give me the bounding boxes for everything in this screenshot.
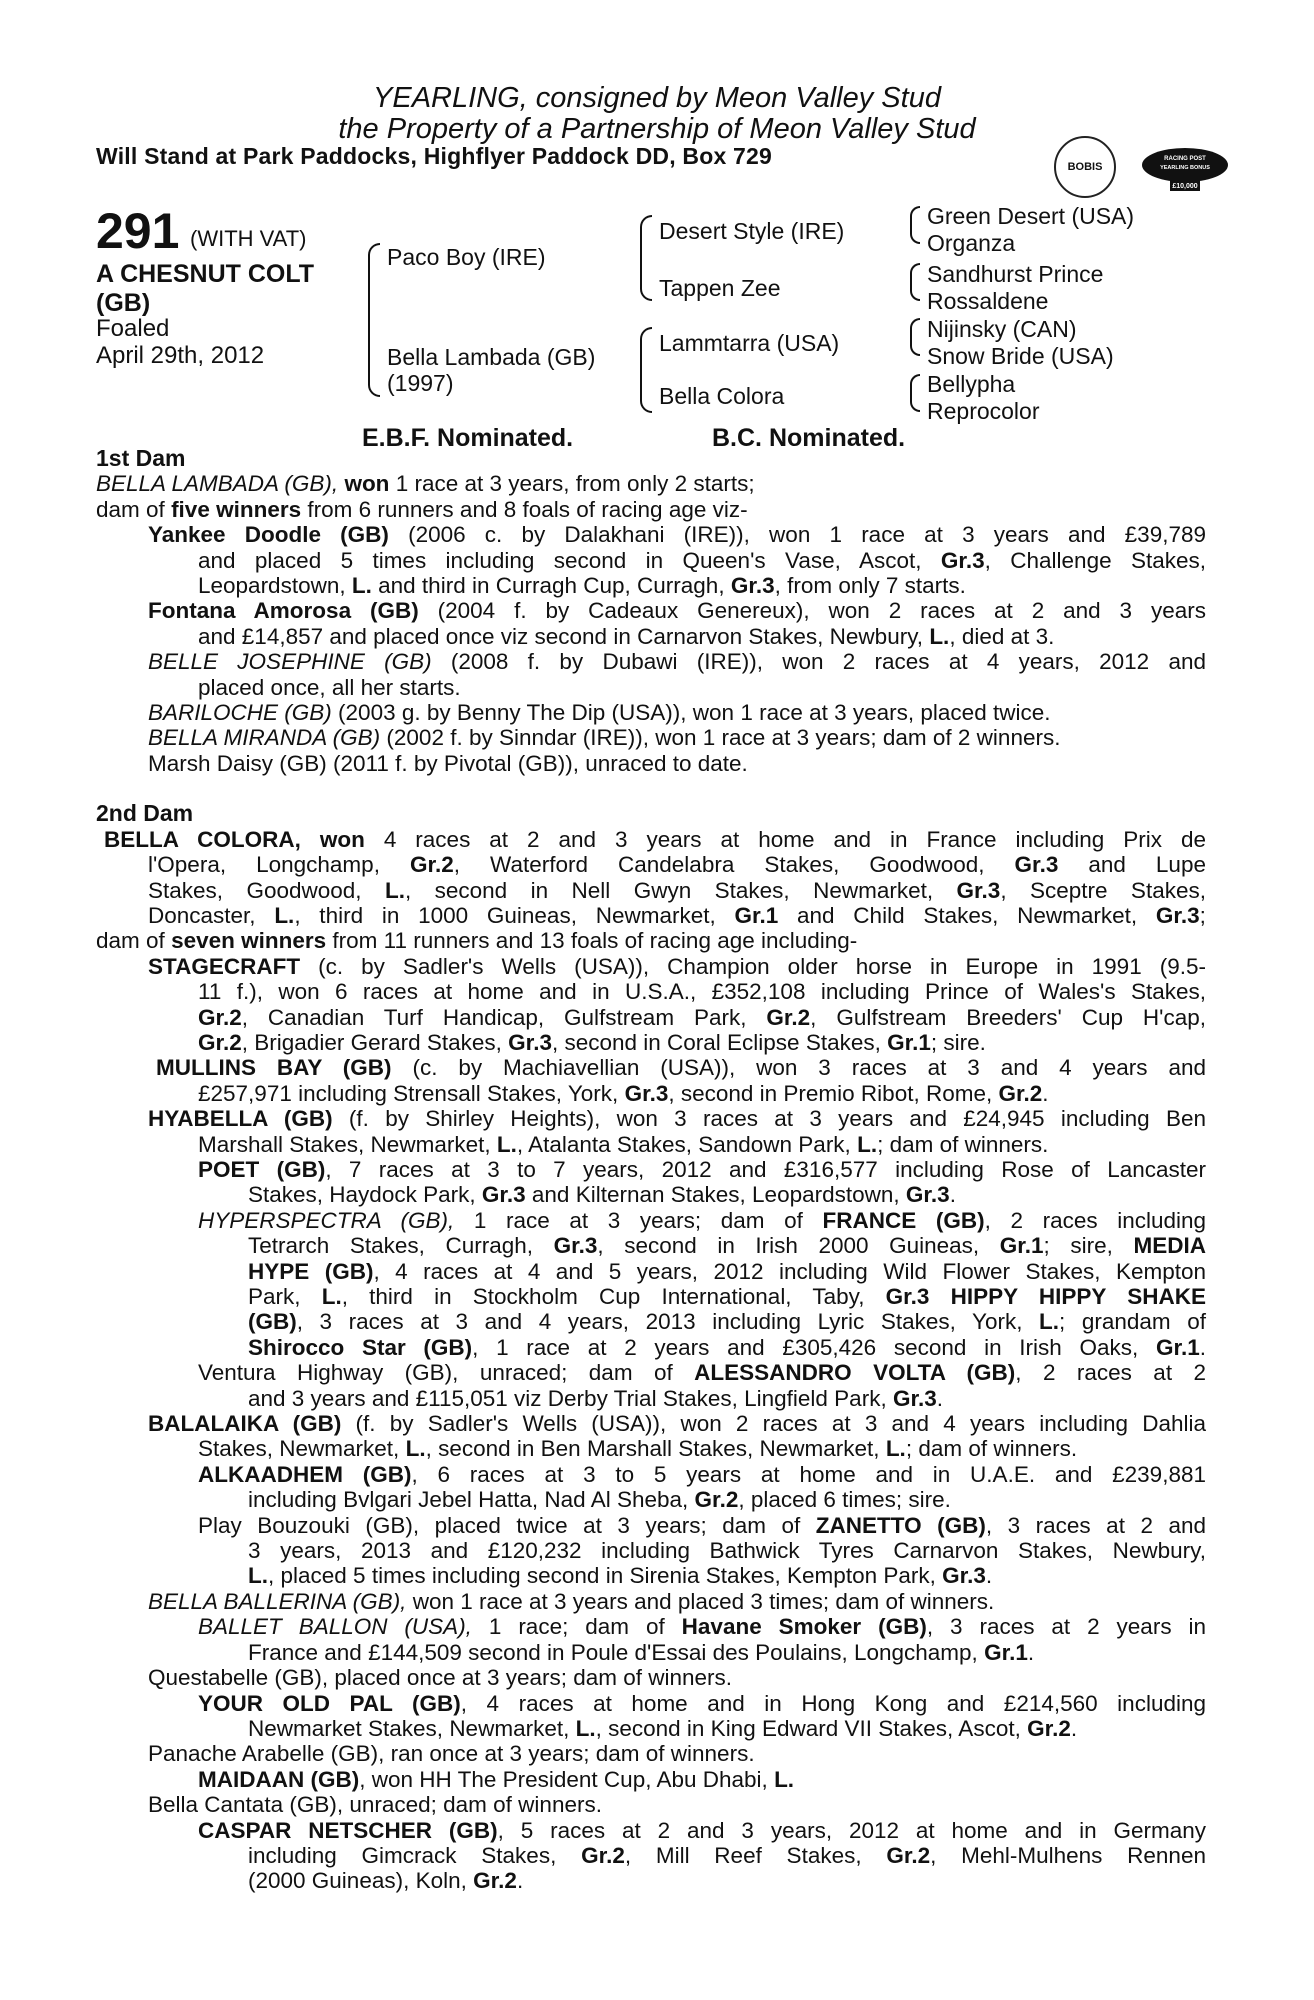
text-line [96, 1360, 1206, 1385]
text-run: , Sceptre Stakes, [1000, 877, 1206, 903]
text-run: Stakes, Newmarket, [198, 1436, 400, 1462]
pedigree-dsd: Snow Bride (USA) [927, 343, 1114, 369]
text-run: POET (GB) [198, 1156, 326, 1182]
text-line [96, 1436, 1206, 1461]
foaled-info: Foaled April 29th, 2012 [96, 315, 265, 369]
text-run: and 3 years and £115,051 viz Derby Trial Stakes, Lingfield Park, [248, 1385, 887, 1411]
text-run: (2006 c. by Dalakhani (IRE)), won 1 race at 3 years and £39,789 [408, 522, 1206, 548]
text-run: £257,971 including Strensall Stakes, York, [198, 1080, 619, 1106]
text-run: , Challenge Stakes, [984, 547, 1206, 573]
text-run: HYPE (GB) [248, 1258, 374, 1284]
pedigree-bracket [910, 374, 920, 412]
text-run: L. [351, 573, 372, 599]
text-run: (2003 g. by Benny The Dip (USA)), won 1 race at 3 years, placed twice. [338, 700, 1051, 726]
text-run: France and £144,509 second in Poule d'Essai des Poulains, Longchamp, [248, 1639, 978, 1665]
text-run: BOBIS [1067, 161, 1103, 173]
text-run: from 6 runners and 8 foals of racing age viz- [307, 496, 748, 522]
text-run: 11 f.), won 6 races at home and in U.S.A., £352,108 including Prince of Wales's Stakes, [198, 979, 1206, 1005]
text-run: Gr.2 [409, 852, 454, 878]
vat-label: (WITH VAT) [190, 226, 307, 251]
second-dam-heading: 2nd Dam [96, 800, 194, 827]
text-line [96, 522, 1206, 547]
text-line [96, 1132, 1206, 1157]
bobis-logo [1054, 136, 1116, 198]
text-run: ; grandam of [1059, 1309, 1206, 1335]
text-run: Gr.1 [984, 1639, 1028, 1665]
pedigree-bracket [368, 243, 380, 397]
text-run: Fontana Amorosa (GB) [148, 598, 419, 624]
pedigree-sds: Sandhurst Prince [927, 261, 1104, 287]
text-run: Questabelle (GB), placed once at 3 years; dam of winners. [148, 1665, 733, 1691]
text-run: , 7 races at 3 to 7 years, 2012 and £316,577 including Rose of Lancaster [325, 1156, 1207, 1182]
text-run: Gr.3 [942, 1563, 986, 1589]
text-run: Park, [248, 1284, 301, 1309]
pedigree-ssd: Organza [927, 230, 1016, 256]
text-run: Leopardstown, [198, 573, 346, 599]
catalogue-body [96, 446, 1206, 1894]
text-run: FRANCE (GB) [822, 1207, 985, 1233]
text-run: Ventura Highway (GB), unraced; dam of [198, 1360, 673, 1386]
text-run: Gr.1 [887, 1029, 931, 1055]
text-run: Doncaster, [148, 902, 256, 928]
text-run: 1 race at 3 years, from only 2 starts; [395, 471, 755, 497]
text-run: 3 years, 2013 and £120,232 including Bathwick Tyres Carnarvon Stakes, Newbury, [248, 1538, 1206, 1564]
text-run: Gr.1 [734, 902, 779, 928]
text-run: Gr.2 [694, 1487, 739, 1513]
text-run: Marshall Stakes, Newmarket, [198, 1131, 491, 1157]
text-line [96, 878, 1206, 903]
text-line [96, 700, 1206, 725]
text-line [96, 1741, 1206, 1766]
text-line [96, 649, 1206, 674]
text-line [96, 1309, 1206, 1334]
text-run: , 4 races at home and in Hong Kong and £214,560 including [460, 1690, 1206, 1716]
pedigree-sire-sire: Desert Style (IRE) [659, 218, 845, 244]
text-run: , 6 races at 3 to 5 years at home and in U.A.E. and £239,881 [411, 1461, 1206, 1487]
text-run: Marsh Daisy (GB) (2011 f. by Pivotal (GB)), unraced to date. [148, 750, 748, 776]
text-run: . [936, 1385, 944, 1411]
text-run: (2004 f. by Cadeaux Genereux), won 2 races at 2 and 3 years [437, 598, 1206, 624]
text-run: , Brigadier Gerard Stakes, [241, 1029, 502, 1055]
text-run: Gr.2 [998, 1080, 1043, 1106]
pedigree-dam-year: (1997) [387, 370, 454, 396]
text-line [96, 1487, 1206, 1512]
text-line [96, 1157, 1206, 1182]
text-run: including Gimcrack Stakes, [248, 1842, 557, 1868]
text-run: 1 race at 3 years; dam of [473, 1207, 803, 1233]
text-run: Gr.1 [1155, 1334, 1200, 1360]
text-run: , third in 1000 Guineas, Newmarket, [294, 902, 716, 928]
text-run: BELLA BALLERINA (GB), [148, 1588, 407, 1614]
text-run: dam of [96, 928, 165, 954]
text-run: . [949, 1182, 956, 1208]
text-run: , second in Ben Marshall Stakes, Newmarket, [425, 1436, 880, 1462]
text-line [96, 1081, 1206, 1106]
text-line [96, 1005, 1206, 1030]
text-run: L. [575, 1715, 596, 1741]
text-run: Gr.2 [886, 1842, 931, 1868]
text-run: ; sire. [930, 1029, 986, 1055]
text-run: Gr.2 [766, 1004, 811, 1030]
text-run: Gr.3 [624, 1080, 669, 1106]
pedigree-bracket [910, 206, 920, 244]
ebf-nominated: E.B.F. Nominated. [362, 424, 574, 452]
text-line [96, 1716, 1206, 1741]
text-run: . [1070, 1715, 1078, 1741]
text-run: , Mill Reef Stakes, [624, 1842, 862, 1868]
text-run: Shirocco Star (GB) [248, 1334, 473, 1360]
text-run: Gr.3 [1155, 902, 1200, 928]
pedigree-dds: Bellypha [927, 371, 1016, 397]
text-run: Gr.3 [553, 1233, 598, 1259]
text-run: ; dam of winners. [905, 1436, 1078, 1462]
text-line [96, 1640, 1206, 1665]
text-line [96, 1868, 1206, 1893]
text-run: Newmarket Stakes, Newmarket, [248, 1715, 570, 1741]
text-run: dam of [96, 496, 165, 522]
text-line [96, 1665, 1206, 1690]
text-run: from 11 runners and 13 foals of racing age including- [332, 928, 858, 954]
text-run: l'Opera, Longchamp, [148, 852, 380, 878]
lot-number: 291 [96, 203, 180, 259]
text-run: Havane Smoker (GB) [681, 1614, 927, 1640]
text-line [96, 471, 1206, 496]
text-line [96, 1182, 1206, 1207]
text-run: STAGECRAFT [148, 953, 301, 979]
header-line-2: the Property of a Partnership of Meon Valley Stud [338, 113, 976, 145]
text-run: MEDIA [1133, 1233, 1206, 1259]
text-run: L. [496, 1131, 517, 1157]
text-line [96, 1691, 1206, 1716]
text-run: ZANETTO (GB) [815, 1512, 986, 1538]
text-run: Play Bouzouki (GB), placed twice at 3 years; dam of [198, 1512, 801, 1538]
text-run: CASPAR NETSCHER (GB) [198, 1817, 498, 1843]
text-run: (2000 Guineas), Koln, [248, 1868, 467, 1894]
text-line [96, 1411, 1206, 1436]
text-run: Bella Cantata (GB), unraced; dam of winners. [148, 1792, 602, 1818]
text-run: L. [274, 902, 295, 928]
text-run: Gr.2 [198, 1029, 242, 1055]
text-line [96, 1386, 1206, 1411]
bc-nominated: B.C. Nominated. [712, 424, 906, 452]
text-run: BELLA COLORA, [104, 826, 301, 852]
text-run: and Lupe [1088, 852, 1206, 878]
text-line [96, 954, 1206, 979]
text-run: L. [248, 1563, 268, 1589]
text-line [96, 1792, 1206, 1817]
pedigree-dam: Bella Lambada (GB) [387, 344, 596, 370]
text-line [96, 751, 1206, 776]
pedigree-bracket [640, 327, 652, 413]
text-run: won [319, 826, 365, 852]
text-run: Gr.3 [481, 1182, 526, 1208]
text-run: Gr.2 [473, 1868, 517, 1894]
text-run: . [516, 1868, 524, 1894]
text-run: seven winners [171, 928, 327, 954]
text-run: Tetrarch Stakes, Curragh, [248, 1233, 534, 1259]
text-run: (c. by Machiavellian (USA)), won 3 races at 3 and 4 years and [412, 1055, 1206, 1081]
text-line [96, 1614, 1206, 1639]
text-run: (f. by Sadler's Wells (USA)), won 2 races at 3 and 4 years including Dahlia [355, 1411, 1206, 1437]
pedigree-dam-dam: Bella Colora [659, 383, 785, 409]
text-run: and Child Stakes, Newmarket, [797, 902, 1138, 928]
text-run: , Waterford Candelabra Stakes, Goodwood, [453, 852, 985, 878]
text-line [96, 1462, 1206, 1487]
text-run: (GB) [248, 1309, 297, 1335]
pedigree-dss: Nijinsky (CAN) [927, 316, 1077, 342]
text-run: HYABELLA (GB) [148, 1106, 333, 1132]
text-run: , died at 3. [949, 623, 1055, 649]
text-line [96, 1513, 1206, 1538]
text-line [96, 827, 1206, 852]
text-run: , second in Irish 2000 Guineas, [597, 1233, 980, 1259]
text-run: ; dam of winners. [877, 1131, 1049, 1157]
pedigree-dam-sire: Lammtarra (USA) [659, 330, 840, 356]
text-run: and placed 5 times including second in Queen's Vase, Ascot, [198, 547, 922, 573]
text-run: (c. by Sadler's Wells (USA)), Champion older horse in Europe in 1991 (9.5- [318, 953, 1206, 979]
text-run: L. [885, 1436, 906, 1462]
text-run: L. [405, 1436, 426, 1462]
text-run: BALLET BALLON (USA), [198, 1614, 472, 1640]
text-line [96, 1335, 1206, 1360]
text-run: , 2 races at 2 [1015, 1360, 1206, 1386]
text-run: Gr.3 [508, 1029, 552, 1055]
text-run: , placed 5 times including second in Sirenia Stakes, Kempton Park, [268, 1563, 936, 1589]
text-run: Stakes, Haydock Park, [248, 1182, 476, 1208]
text-line [96, 548, 1206, 573]
text-run: (2008 f. by Dubawi (IRE)), won 2 races at 4 years, 2012 and [450, 649, 1206, 675]
stand-location: Will Stand at Park Paddocks, Highflyer Paddock DD, Box 729 [96, 143, 773, 169]
text-run: five winners [171, 496, 302, 522]
header-line-1: YEARLING, consigned by Meon Valley Stud [373, 82, 941, 114]
text-run: MAIDAAN (GB) [198, 1766, 360, 1792]
text-run: Gr.1 [999, 1233, 1044, 1259]
text-run: Gr.3 [1014, 852, 1059, 878]
text-run: MULLINS BAY (GB) [156, 1055, 392, 1081]
text-run: Stakes, Goodwood, [148, 877, 362, 903]
text-run: Yankee Doodle (GB) [148, 522, 389, 548]
text-line [96, 1538, 1206, 1563]
text-line [96, 1563, 1206, 1588]
text-line [96, 1767, 1206, 1792]
text-run: HYPERSPECTRA (GB), [198, 1207, 455, 1233]
text-run: (f. by Shirley Heights), won 3 races at 3 years and £24,945 including Ben [348, 1106, 1206, 1132]
text-run: BARILOCHE (GB) [148, 700, 332, 726]
text-line [96, 725, 1206, 750]
text-line [96, 573, 1206, 598]
text-run: Panache Arabelle (GB), ran once at 3 years; dam of winners. [148, 1741, 755, 1767]
text-run: , from only 7 starts. [774, 573, 966, 599]
text-run: L. [1039, 1309, 1060, 1335]
text-run: L. [384, 877, 405, 903]
text-run: , Mehl-Mulhens Rennen [930, 1842, 1206, 1868]
text-line [96, 1106, 1206, 1131]
text-run: ; sire, [1043, 1233, 1113, 1259]
text-run: , won HH The President Cup, Abu Dhabi, [359, 1766, 768, 1792]
text-run: and £14,857 and placed once viz second in Carnarvon Stakes, Newbury, [198, 623, 924, 649]
text-run: 4 races at 2 and 3 years at home and in France including Prix de [383, 826, 1206, 852]
pedigree-bracket [910, 318, 920, 356]
text-run: won [344, 471, 390, 497]
text-run: L. [774, 1766, 795, 1792]
text-run: L. [857, 1131, 878, 1157]
text-run: Gr.2 [1027, 1715, 1071, 1741]
text-run: , 1 race at 2 years and £305,426 second in Irish Oaks, [472, 1334, 1139, 1360]
text-line [96, 1259, 1206, 1284]
text-run: ALKAADHEM (GB) [198, 1461, 412, 1487]
pedigree-sire-dam: Tappen Zee [659, 275, 781, 301]
text-run: L. [929, 623, 950, 649]
text-run: ; [1199, 902, 1206, 928]
text-run: Gr.3 HIPPY HIPPY SHAKE [885, 1284, 1206, 1309]
text-run: . [985, 1563, 993, 1589]
text-run: , 3 races at 2 years in [926, 1614, 1207, 1640]
text-run: , Gulfstream Breeders' Cup H'cap, [810, 1004, 1206, 1030]
text-run: BELLA MIRANDA (GB) [148, 725, 381, 751]
text-run: , second in Premio Ribot, Rome, [668, 1080, 993, 1106]
pedigree-sire: Paco Boy (IRE) [387, 244, 546, 270]
text-line [96, 1589, 1206, 1614]
text-line [96, 1843, 1206, 1868]
text-line [96, 928, 1206, 953]
text-run: , second in Coral Eclipse Stakes, [551, 1029, 881, 1055]
text-run: Gr.3 [905, 1182, 950, 1208]
pedigree-sdd: Rossaldene [927, 288, 1049, 314]
first-dam-heading: 1st Dam [96, 445, 186, 471]
text-line [96, 1208, 1206, 1233]
text-run: placed once, all her starts. [198, 674, 461, 700]
text-run: YOUR OLD PAL (GB) [198, 1690, 461, 1716]
text-run: , Canadian Turf Handicap, Gulfstream Park, [241, 1004, 747, 1030]
text-line [96, 1030, 1206, 1055]
text-line [96, 979, 1206, 1004]
text-run: , 2 races including [984, 1207, 1207, 1233]
text-run: , placed 6 times; sire. [738, 1487, 951, 1513]
rp-value-text: £10,000 [1172, 183, 1198, 190]
text-run: (2002 f. by Sinndar (IRE)), won 1 race at 3 years; dam of 2 winners. [386, 725, 1061, 751]
text-run: , 3 races at 2 and [985, 1512, 1207, 1538]
text-run: . [1199, 1334, 1206, 1360]
text-run: Gr.3 [730, 573, 775, 599]
text-run: , 3 races at 3 and 4 years, 2013 including Lyric Stakes, York, [296, 1309, 1023, 1335]
text-run: L. [321, 1284, 342, 1309]
text-run: Gr.2 [198, 1004, 242, 1030]
text-run: BALALAIKA (GB) [148, 1411, 342, 1437]
text-run: won 1 race at 3 years and placed 3 times; dam of winners. [412, 1588, 995, 1614]
text-run: , 4 races at 4 and 5 years, 2012 including Wild Flower Stakes, Kempton [373, 1258, 1206, 1284]
text-run: , second in Nell Gwyn Stakes, Newmarket, [404, 877, 934, 903]
text-run: and third in Curragh Cup, Curragh, [378, 573, 725, 599]
text-run: ALESSANDRO VOLTA (GB) [694, 1360, 1016, 1386]
text-line [96, 1818, 1206, 1843]
text-run: , second in King Edward VII Stakes, Ascot, [595, 1715, 1021, 1741]
text-run: Gr.2 [581, 1842, 625, 1868]
text-line [96, 1055, 1206, 1080]
rp-mid-text: YEARLING BONUS [1160, 165, 1210, 171]
text-run: , third in Stockholm Cup International, Taby, [341, 1284, 865, 1309]
racing-post-bonus-logo [1140, 143, 1230, 195]
text-line [96, 852, 1206, 877]
text-run: 1 race; dam of [488, 1614, 665, 1640]
text-run: including Bvlgari Jebel Hatta, Nad Al Sheba, [248, 1487, 689, 1513]
text-run: , 5 races at 2 and 3 years, 2012 at home and in Germany [497, 1817, 1206, 1843]
text-line [96, 624, 1206, 649]
rp-top-text: RACING POST [1164, 156, 1206, 162]
text-line [96, 1233, 1206, 1258]
pedigree-sss: Green Desert (USA) [927, 203, 1135, 229]
pedigree-bracket [640, 215, 652, 301]
lot-description: A CHESNUT COLT (GB) [96, 260, 315, 317]
text-run: BELLA LAMBADA (GB), [96, 471, 339, 497]
text-run: , Atalanta Stakes, Sandown Park, [516, 1131, 851, 1157]
text-line [96, 903, 1206, 928]
text-run: . [1042, 1080, 1049, 1106]
text-line [96, 598, 1206, 623]
text-run: Gr.3 [956, 877, 1001, 903]
text-line [96, 497, 1206, 522]
text-run: . [1027, 1639, 1035, 1665]
pedigree-ddd: Reprocolor [927, 398, 1040, 424]
text-run: BELLE JOSEPHINE (GB) [148, 649, 432, 675]
pedigree-bracket [910, 263, 920, 301]
text-line [96, 1284, 1206, 1309]
text-run: Gr.3 [940, 547, 985, 573]
text-line [96, 675, 1206, 700]
text-run: Gr.3 [892, 1385, 937, 1411]
text-run: and Kilternan Stakes, Leopardstown, [531, 1182, 900, 1208]
